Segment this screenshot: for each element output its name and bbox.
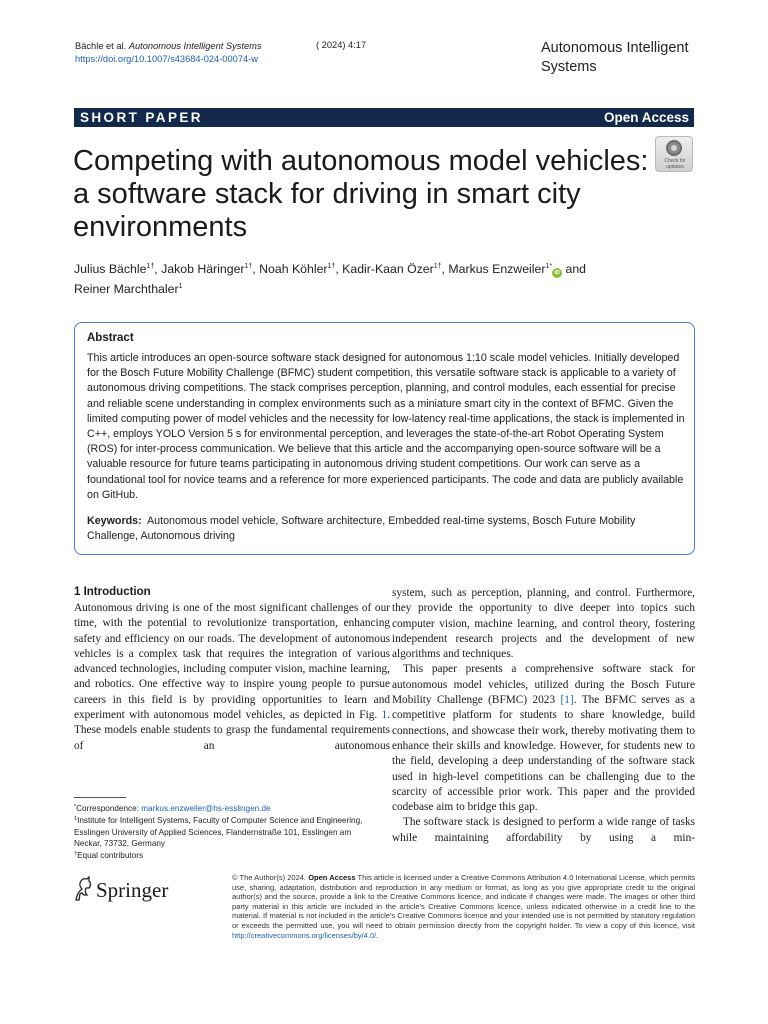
- keywords-label: Keywords:: [87, 515, 142, 527]
- body-column-right: [392, 586, 695, 846]
- footnotes: *Correspondence: markus.enzweiler@hs-esslingen.de $^1$Institute for Intelligent Systems, Faculty of Computer Science and Engineering, Esslingen University of Applied Sciences, Flandernstraße 101, Esslingen am Neckar, 73732, Germany †Equal contributors: [74, 804, 363, 861]
- springer-horse-icon: [73, 876, 93, 902]
- article-type-banner: [74, 108, 694, 127]
- paragraph: The software stack is designed to perform a wide range of tasks while maintaining affordability by using a min-: [392, 816, 695, 844]
- check-for-updates-badge[interactable]: [655, 136, 693, 172]
- author-name[interactable]: Noah Köhler: [259, 262, 328, 276]
- publisher-name: Springer: [96, 878, 169, 902]
- license-text: © The Author(s) 2024. Open Access This article is licensed under a Creative Commons Attribution 4.0 International License, which permits use, sharing, adaptation, distribution and reproduction in any medium or format, as long as you give appropriate credit to the original author(s) and the source, provide a link to the Creative Commons licence, and indicate if changes were made. The images or other third party material in this article are included in the article's Creative Commons licence, unless indicated otherwise in a credit line to the material. If material is not included in the article's Creative Commons licence and your intended use is not permitted by statutory regulation or exceeds the permitted use, you will need to obtain permission directly from the copyright holder. To view a copy of this licence, visit http://creativecommons.org/licenses/by/4.0/.: [232, 873, 695, 940]
- running-header: [75, 40, 262, 66]
- keywords-list: Autonomous model vehicle, Software architecture, Embedded real-time systems, Bosch Future Mobility Challenge, Autonomous driving: [87, 515, 636, 543]
- abstract-heading: Abstract: [87, 332, 134, 344]
- author-name[interactable]: Markus Enzweiler: [448, 262, 546, 276]
- header-year-volume: ( 2024) 4:17: [316, 40, 367, 50]
- abstract-box: [74, 322, 695, 555]
- check-updates-icon: [666, 140, 682, 156]
- body-column-left: [74, 601, 390, 754]
- article-title: Competing with autonomous model vehicles: a software stack for driving in smart city environments: [73, 145, 649, 243]
- license-link[interactable]: http://creativecommons.org/licenses/by/4.0/: [232, 930, 377, 940]
- doi-link[interactable]: https://doi.org/10.1007/s43684-024-00074-w: [75, 54, 258, 64]
- check-updates-label: Check for updates: [664, 158, 686, 170]
- affiliation: Institute for Intelligent Systems, Faculty of Computer Science and Engineering, Esslingen University of Applied Sciences, Flandernstraße 101, Esslingen am Neckar, 73732, Germany: [74, 816, 363, 848]
- section-heading-introduction: 1 Introduction: [74, 586, 151, 598]
- header-authors: Bächle et al.: [75, 41, 127, 51]
- open-access-label: Open Access: [603, 110, 689, 125]
- paragraph: system, such as perception, planning, and control. Furthermore, they provide the opportunity to dive deeper into topics such computer vision, machine learning, and control theory, fostering independent research projects and the development of new algorithms and techniques.: [392, 587, 695, 661]
- author-name[interactable]: Julius Bächle: [74, 262, 147, 276]
- paragraph: Autonomous driving is one of the most significant challenges of our time, with the potential to revolutionize transportation, enhancing safety and efficiency on our roads. The development of autonomous vehicles is a complex task that requires the integration of various advanced technologies, including computer vision, machine learning, and robotics. One effective way to inspire young people to pursue careers in this field is by providing opportunities to learn and experiment with autonomous model vehicles, as depicted in Fig. 1. These models enable students to grasp the fundamental requirements of an autonomous: [74, 602, 390, 752]
- author-name[interactable]: Jakob Häringer: [161, 262, 245, 276]
- figure-reference[interactable]: 1: [381, 709, 388, 722]
- citation-reference[interactable]: [1]: [560, 694, 574, 707]
- abstract-text: This article introduces an open-source software stack designed for autonomous 1:10 scale model vehicles. Initially developed for the Bosch Future Mobility Challenge (BFMC) student competition, this versatile software stack is applicable to a variety of autonomous driving competitions. The stack comprises perception, planning, and control modules, each essential for precise and reliable scene understanding in complex environments such as a miniature smart city in the context of BFMC. Given the limited computing power of model vehicles and the necessity for low-latency real-time applications, the stack is implemented in C++, employs YOLO Version 5 s for environmental perception, and leverages the state-of-the-art Robot Operating System (ROS) for inter-process communication. We believe that this article and the accompanying open-source software will be a valuable resource for future teams participating in autonomous driving student competitions. Our work can serve as a foundational tool for novice teams and a reference for more experienced participants. The code and data are publicly available on GitHub.: [87, 352, 685, 501]
- author-conjunction: and: [565, 262, 587, 276]
- author-list: Julius Bächle$^{1\dagger}$, Jakob Häringer$^{1\dagger}$, Noah Köhler$^{1\dagger}$, Kadir-Kaan Özer$^{1\dagger}$, Markus Enzweiler$^{1*}$iD and Reiner Marchthaler$^1$: [74, 262, 587, 296]
- header-journal: Autonomous Intelligent Systems: [128, 41, 262, 51]
- journal-brand: Autonomous Intelligent Systems: [541, 40, 689, 75]
- author-name[interactable]: Kadir-Kaan Özer: [342, 262, 434, 276]
- keywords: [87, 514, 685, 544]
- author-name[interactable]: Reiner Marchthaler: [74, 282, 179, 296]
- paragraph: This paper presents a comprehensive software stack for autonomous model vehicles, utilized during the Bosch Future Mobility Challenge (BFMC) 2023 [1]. The BFMC serves as a competitive platform for students to share knowledge, build connections, and showcase their work, thereby motivating them to enhance their skills and knowledge. However, for students new to the field, developing a deep understanding of the software stack used in high-level competitions can be challenging due to the scarcity of accessible prior work. This paper and the provided codebase aim to bridge this gap.: [392, 663, 695, 814]
- correspondence-email-link[interactable]: markus.enzweiler@hs-esslingen.de: [141, 804, 271, 813]
- orcid-icon[interactable]: iD: [552, 268, 562, 278]
- equal-contributors-note: Equal contributors: [77, 851, 144, 861]
- footnote-divider: [74, 797, 126, 798]
- article-type: SHORT PAPER: [80, 110, 203, 125]
